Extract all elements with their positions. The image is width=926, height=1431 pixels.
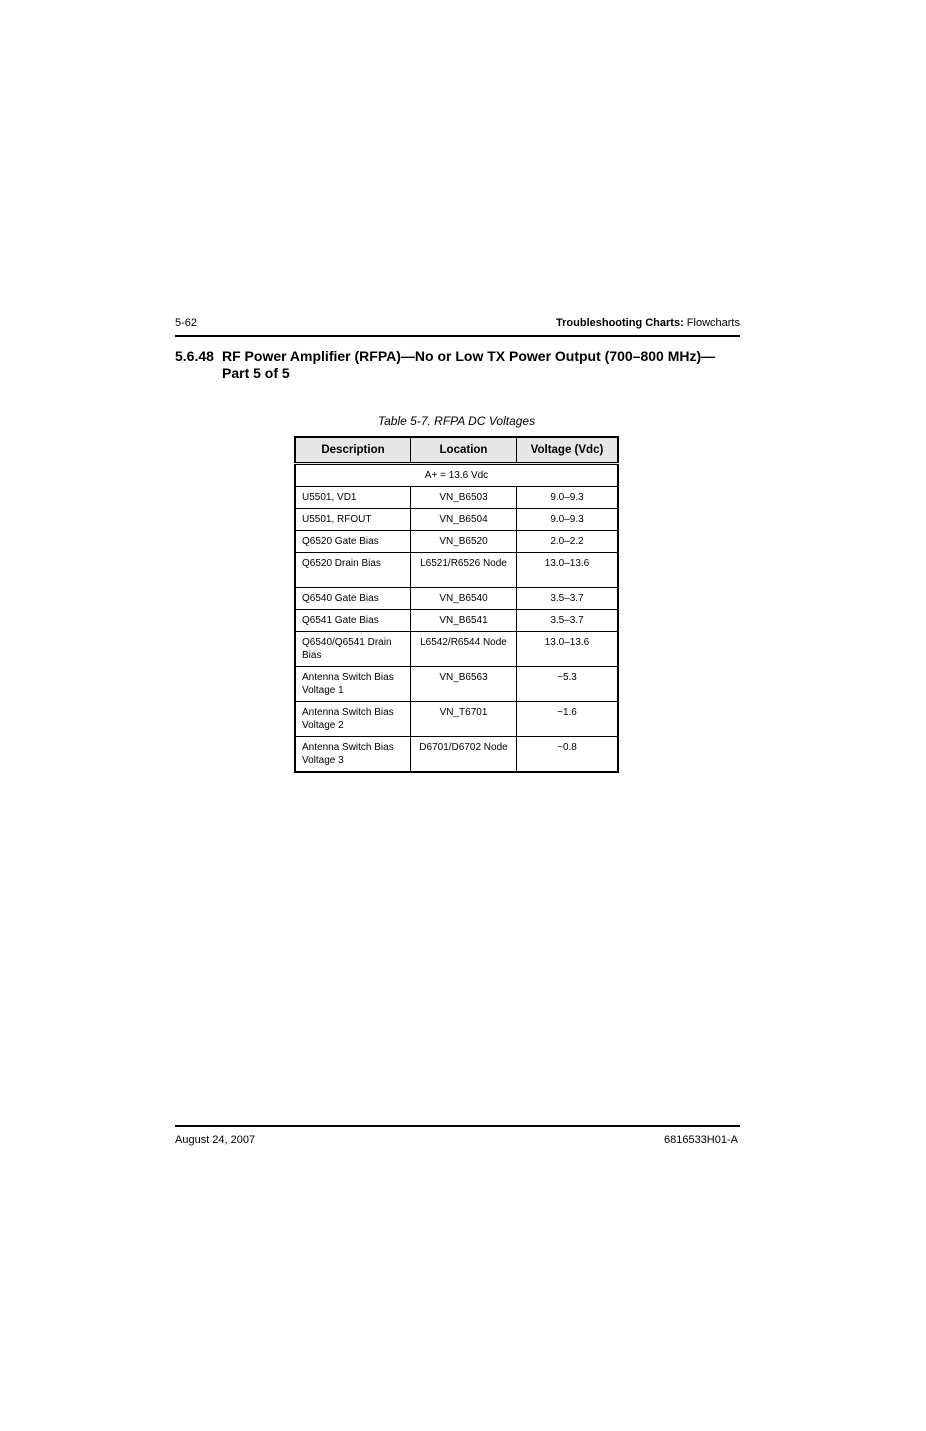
table-row	[295, 487, 618, 509]
table-row	[295, 632, 618, 667]
voltage-cell: 9.0–9.3	[517, 487, 619, 509]
voltage-cell: 3.5–3.7	[517, 610, 619, 632]
description-cell: Antenna Switch Bias Voltage 3	[295, 737, 411, 773]
location-cell: VN_B6563	[411, 667, 517, 702]
header-rule	[175, 335, 740, 337]
description-cell: Antenna Switch Bias Voltage 2	[295, 702, 411, 737]
column-header-voltage: Voltage (Vdc)	[517, 437, 619, 464]
table-row	[295, 553, 618, 588]
voltage-cell: 13.0–13.6	[517, 553, 619, 588]
supply-row	[295, 464, 618, 487]
description-cell: Q6520 Drain Bias	[295, 553, 411, 588]
table-row	[295, 531, 618, 553]
voltage-cell: ~5.3	[517, 667, 619, 702]
description-cell: Q6541 Gate Bias	[295, 610, 411, 632]
voltage-cell: 3.5–3.7	[517, 588, 619, 610]
running-header	[556, 317, 740, 329]
location-cell: VN_B6540	[411, 588, 517, 610]
section-title: RF Power Amplifier (RFPA)—No or Low TX Power Output (700–800 MHz)—Part 5 of 5	[222, 348, 716, 381]
chapter-subtitle: Flowcharts	[683, 317, 740, 329]
description-cell: Q6540/Q6541 Drain Bias	[295, 632, 411, 667]
table-row	[295, 667, 618, 702]
table-row	[295, 588, 618, 610]
voltage-cell: ~1.6	[517, 702, 619, 737]
chapter-label: Troubleshooting Charts:	[556, 317, 684, 329]
page-number: 5-62	[175, 317, 198, 329]
description-cell: Q6540 Gate Bias	[295, 588, 411, 610]
voltage-cell: 13.0–13.6	[517, 632, 619, 667]
description-cell: U5501, RFOUT	[295, 509, 411, 531]
voltage-cell: ~0.8	[517, 737, 619, 773]
table-row	[295, 509, 618, 531]
location-cell: VN_B6503	[411, 487, 517, 509]
description-cell: U5501, VD1	[295, 487, 411, 509]
location-cell: VN_B6541	[411, 610, 517, 632]
table-row	[295, 610, 618, 632]
location-cell: L6542/R6544 Node	[411, 632, 517, 667]
section-number: 5.6.48	[175, 348, 214, 364]
column-header-description: Description	[295, 437, 411, 464]
footer-date: August 24, 2007	[175, 1134, 256, 1146]
footer-rule	[175, 1125, 740, 1127]
location-cell: VN_B6520	[411, 531, 517, 553]
location-cell: VN_B6504	[411, 509, 517, 531]
description-cell: Antenna Switch Bias Voltage 1	[295, 667, 411, 702]
location-cell: L6521/R6526 Node	[411, 553, 517, 588]
supply-voltage-cell: A+ = 13.6 Vdc	[295, 464, 618, 487]
table-row	[295, 702, 618, 737]
description-cell: Q6520 Gate Bias	[295, 531, 411, 553]
voltage-cell: 2.0–2.2	[517, 531, 619, 553]
footer-doc-number: 6816533H01-A	[663, 1134, 738, 1146]
location-cell: VN_T6701	[411, 702, 517, 737]
table-header-row	[295, 437, 618, 464]
location-cell: D6701/D6702 Node	[411, 737, 517, 773]
column-header-location: Location	[411, 437, 517, 464]
table-row	[295, 737, 618, 773]
voltage-cell: 9.0–9.3	[517, 509, 619, 531]
rfpa-voltage-table	[294, 436, 619, 773]
table-caption: Table 5-7. RFPA DC Voltages	[377, 414, 536, 428]
